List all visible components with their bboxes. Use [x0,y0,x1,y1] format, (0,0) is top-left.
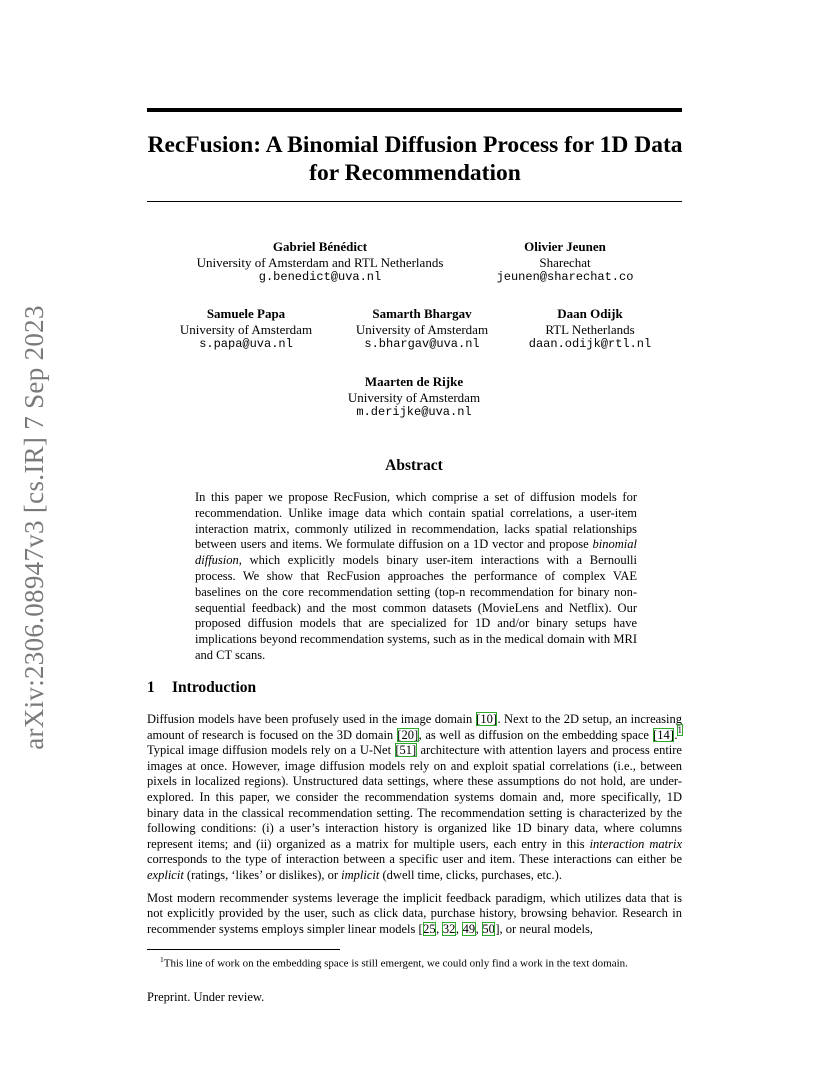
author-affiliation: RTL Netherlands [545,321,635,337]
title-line-1: RecFusion: A Binomial Diffusion Process for 1D Data [147,132,683,158]
author-name: Maarten de Rijke [364,374,464,389]
author-name: Gabriel Bénédict [272,239,368,254]
abstract-paragraph [195,490,637,664]
author-affiliation: University of Amsterdam [347,389,481,405]
abstract-text: In this paper we propose RecFusion, which comprise a set of diffusion models for recommendation. Unlike image data which contain spatial correlations, a user-item interaction matrix, commonly utilized in recommendation, lacks spatial relationships between users and items. We formulate diffusion on a 1D vector and propose [195,490,637,552]
arxiv-identifier-text: arXiv:2306.08947v3 [cs.IR] 7 Sep 2023 [18,305,49,750]
emphasis: implicit [341,867,380,882]
author-email[interactable]: m.derijke@uva.nl [356,405,472,419]
citation-link[interactable]: [51] [395,743,417,758]
author-name: Daan Odijk [557,306,623,321]
emphasis: explicit [147,867,184,882]
paper-title [120,131,710,187]
author-affiliation: Sharechat [539,254,591,270]
footnote-marker[interactable]: 1 [677,725,682,736]
title-rule-top [147,108,682,112]
citation-link[interactable]: [20] [397,727,419,742]
citation-link[interactable]: [10] [476,712,497,726]
author-block [166,306,326,353]
abstract-text: , which explicitly models binary user-item interactions with a Bernoulli process. We show that RecFusion approaches the performance of complex VAE baselines on the core recommendation setting (top-n recommendation for binary non-sequential feedback) and the most common datasets (MovieLens and Netflix). Our proposed diffusion models that are specialized for 1D and/or binary setups have implications beyond recommendation systems, such as in the medical domain with MRI and CT scans. [195,553,637,662]
section-heading [147,679,256,697]
author-email[interactable]: daan.odijk@rtl.nl [528,337,652,351]
author-name: Samuele Papa [206,306,286,321]
emphasis: interaction matrix [589,836,682,851]
author-affiliation: University of Amsterdam [179,321,313,337]
author-email[interactable]: s.papa@uva.nl [199,337,293,351]
author-email[interactable]: g.benedict@uva.nl [258,270,382,284]
author-affiliation: University of Amsterdam [355,321,489,337]
author-email[interactable]: s.bhargav@uva.nl [364,337,480,351]
citation-link[interactable]: 50 [482,921,495,936]
citation-link[interactable]: 49 [462,921,476,936]
title-line-2: for Recommendation [309,160,521,186]
author-block [170,239,470,286]
abstract-body [195,490,637,664]
title-rule-bottom [147,201,682,202]
author-block [490,239,640,286]
section-title: Introduction [172,679,257,696]
preprint-note: Preprint. Under review. [147,990,265,1004]
footnote-number: 1 [160,955,164,964]
citation-link[interactable]: 25 [423,921,436,936]
author-block [515,306,665,353]
paragraph: Most modern recommender systems leverage the implicit feedback paradigm, which utilizes data that is not explicitly provided by the user, such as click data, purchase history, browsing behavior. Research in recommender systems employs simpler linear models [25, 32, 49, 50], or neural models, [147,890,682,936]
author-affiliation: University of Amsterdam and RTL Netherlands [196,254,444,270]
citation-link[interactable]: [14] [653,727,674,742]
arxiv-identifier [14,305,54,750]
author-name: Samarth Bhargav [372,306,472,321]
footnote-text: This line of work on the embedding space is still emergent, we could only find a work in the text domain. [163,957,628,970]
author-name: Olivier Jeunen [524,239,606,254]
abstract-heading: Abstract [385,457,443,474]
author-block [334,374,494,421]
footnote [160,953,690,971]
introduction-body [147,712,682,944]
footnote-rule [147,949,340,950]
citation-link[interactable]: 32 [442,921,456,936]
section-number: 1 [147,679,155,696]
author-email[interactable]: jeunen@sharechat.co [496,270,634,284]
abstract-emphasis: binomial diffusion [195,537,637,568]
paragraph: Diffusion models have been profusely used in the image domain [10]. Next to the 2D setup, an increasing amount of research is focused on the 3D domain [20], as well as diffusion on the embedding space [14].$^1$ Typical image diffusion models rely on a U-Net [51] architecture with attention layers and process entire images at once. However, image diffusion models rely on and exploit spatial correlations (i.e., between pixels in localized regions). Unstructured data settings, where these assumptions do not hold, are under-explored. In this paper, we consider the recommendation systems domain and, more specifically, 1D binary data in the classical recommendation setting. The recommendation setting is characterized by the following conditions: (i) a user’s interaction history is organized like 1D binary data, where columns represent items; and (ii) organized as a matrix for multiple users, each entry in this interaction matrix corresponds to the type of interaction between a specific user and item. These interactions can either be explicit (ratings, ‘likes’ or dislikes), or implicit (dwell time, clicks, purchases, etc.). [147,712,683,882]
author-block [342,306,502,353]
